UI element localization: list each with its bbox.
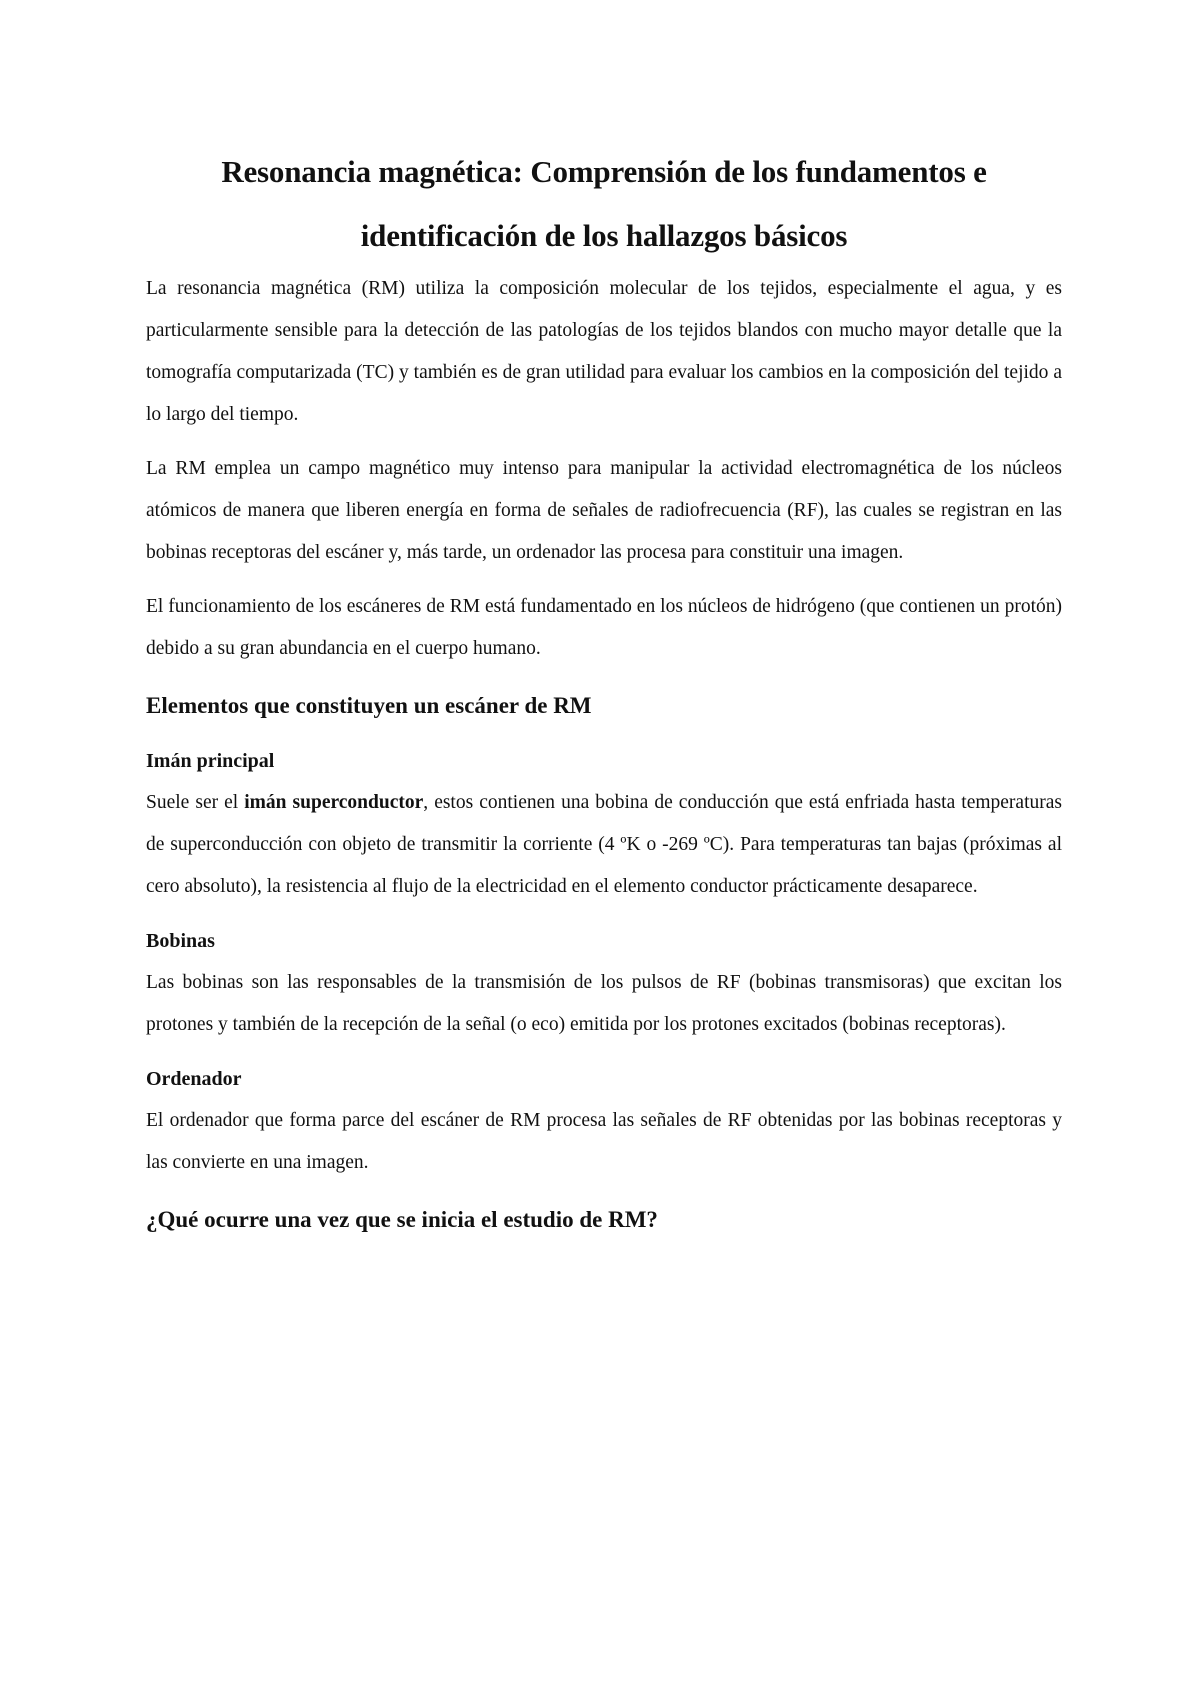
subheading-bobinas: Bobinas	[146, 930, 215, 952]
iman-text-before: Suele ser el	[146, 792, 245, 813]
intro-paragraph-2: La RM emplea un campo magnético muy intenso para manipular la actividad electromagnética de los núcleos atómicos de manera que liberen energía en forma de señales de radiofrecuencia (RF), las cuales se registran en las bobinas receptoras del escáner y, más tarde, un ordenador las procesa para constituir una imagen.	[146, 458, 1062, 563]
paragraph-iman-principal	[146, 782, 1062, 908]
document-page	[146, 0, 1062, 1242]
subheading-ordenador: Ordenador	[146, 1068, 242, 1090]
section-heading-elementos: Elementos que constituyen un escáner de RM	[146, 693, 592, 718]
iman-bold-term: imán superconductor	[244, 792, 424, 813]
section-heading-estudio: ¿Qué ocurre una vez que se inicia el estudio de RM?	[146, 1207, 658, 1232]
paragraph-ordenador: El ordenador que forma parce del escáner de RM procesa las señales de RF obtenidas por las bobinas receptoras y las convierte en una imagen.	[146, 1110, 1062, 1173]
intro-paragraph-3: El funcionamiento de los escáneres de RM está fundamentado en los núcleos de hidrógeno (que contienen un protón) debido a su gran abundancia en el cuerpo humano.	[146, 596, 1062, 659]
intro-paragraph-1: La resonancia magnética (RM) utiliza la composición molecular de los tejidos, especialmente el agua, y es particularmente sensible para la detección de las patologías de los tejidos blandos con mucho mayor detalle que la tomografía computarizada (TC) y también es de gran utilidad para evaluar los cambios en la composición del tejido a lo largo del tiempo.	[146, 278, 1062, 425]
iman-text-after: , estos contienen una bobina de conducción que está enfriada hasta temperaturas de superconducción con objeto de transmitir la corriente (4 ºK o -269 ºC). Para temperaturas tan bajas (próximas al cero absoluto), la resistencia al flujo de la electricidad en el elemento conductor prácticamente desaparece.	[146, 792, 1062, 897]
document-title: Resonancia magnética: Comprensión de los fundamentos e identificación de los hallazgos básicos	[221, 154, 987, 253]
paragraph-bobinas: Las bobinas son las responsables de la transmisión de los pulsos de RF (bobinas transmisoras) que excitan los protones y también de la recepción de la señal (o eco) emitida por los protones excitados (bobinas receptoras).	[146, 972, 1062, 1035]
subheading-iman-principal: Imán principal	[146, 750, 275, 772]
